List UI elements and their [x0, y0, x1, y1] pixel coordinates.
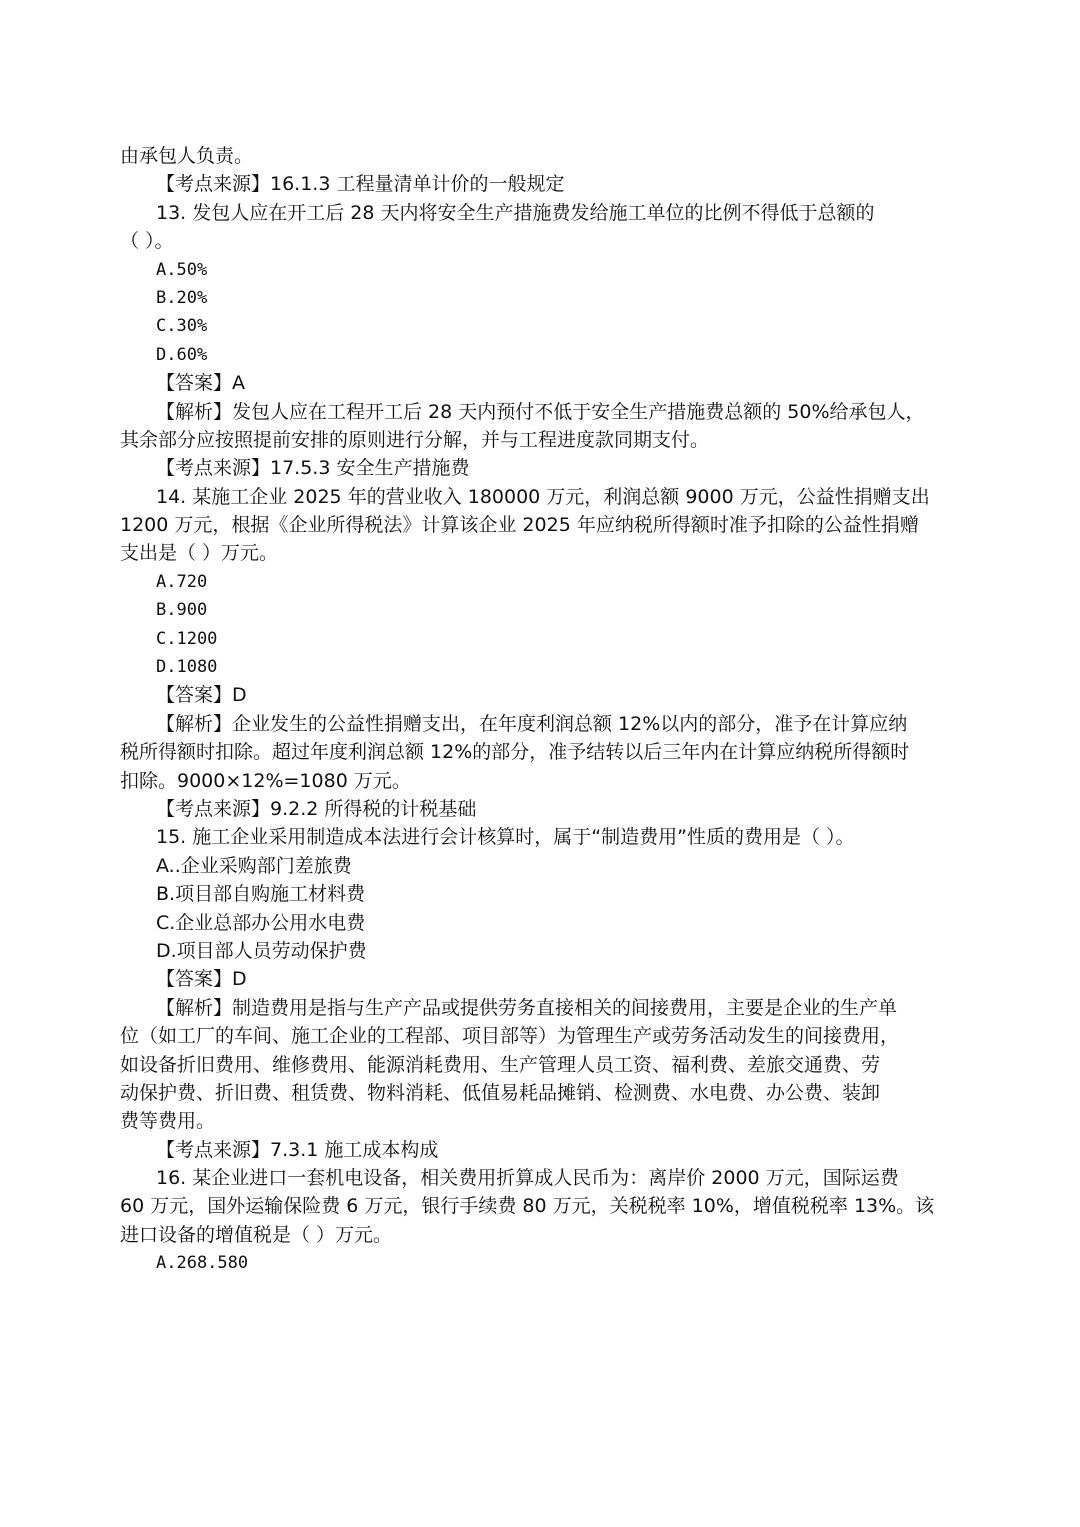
text-line: 由承包人负责。 [120, 145, 254, 167]
option-line: B.900 [156, 600, 208, 621]
document-body [120, 142, 1000, 1278]
text-line: （ ）。 [120, 230, 174, 253]
question-15: 15. 施工企业采用制造成本法进行会计核算时，属于“制造费用”性质的费用是（ ）。 [156, 826, 855, 849]
text-line: 其余部分应按照提前安排的原则进行分解，并与工程进度款同期支付。 [120, 428, 710, 451]
answer-line: 【答案】D [156, 968, 247, 991]
question-13: 13. 发包人应在开工后 28 天内将安全生产措施费发给施工单位的比例不得低于总额的 [156, 201, 875, 224]
analysis-line: 【解析】企业发生的公益性捐赠支出，在年度利润总额 12%以内的部分，准予在计算应纳 [156, 712, 908, 735]
answer-line: 【答案】D [156, 684, 247, 707]
source-line: 【考点来源】7.3.1 施工成本构成 [156, 1138, 439, 1161]
option-line: A..企业采购部门差旅费 [156, 854, 352, 877]
option-line: C.1200 [156, 628, 218, 649]
source-line: 【考点来源】16.1.3 工程量清单计价的一般规定 [156, 173, 565, 196]
option-line: C.企业总部办公用水电费 [156, 911, 366, 934]
option-line: C.30% [156, 316, 208, 337]
text-line: 60 万元，国外运输保险费 6 万元，银行手续费 80 万元，关税税率 10%，增值税税率 13%。该 [120, 1195, 935, 1218]
option-line: D.1080 [156, 657, 218, 678]
option-line: A.720 [156, 571, 208, 592]
text-line: 税所得额时扣除。超过年度利润总额 12%的部分，准予结转以后三年内在计算应纳税所得额时 [120, 741, 910, 764]
text-line: 费等费用。 [120, 1110, 216, 1133]
source-line: 【考点来源】17.5.3 安全生产措施费 [156, 457, 470, 480]
option-line: A.50% [156, 259, 208, 280]
text-line: 1200 万元，根据《企业所得税法》计算该企业 2025 年应纳税所得额时准予扣除的公益性捐赠 [120, 514, 919, 537]
option-line: A.268.580 [156, 1253, 249, 1274]
text-line: 进口设备的增值税是（ ）万元。 [120, 1223, 393, 1246]
text-line: 如设备折旧费用、维修费用、能源消耗费用、生产管理人员工资、福利费、差旅交通费、劳 [120, 1053, 881, 1076]
analysis-line: 【解析】制造费用是指与生产产品或提供劳务直接相关的间接费用，主要是企业的生产单 [156, 996, 898, 1019]
option-line: D.项目部人员劳动保护费 [156, 939, 367, 962]
question-16: 16. 某企业进口一套机电设备，相关费用折算成人民币为：离岸价 2000 万元，国际运费 [156, 1167, 899, 1190]
answer-line: 【答案】A [156, 372, 245, 395]
question-14: 14. 某施工企业 2025 年的营业收入 180000 万元，利润总额 9000 万元，公益性捐赠支出 [156, 485, 930, 508]
analysis-line: 【解析】发包人应在工程开工后 28 天内预付不低于安全生产措施费总额的 50%给承包人， [156, 400, 925, 423]
option-line: B.项目部自购施工材料费 [156, 883, 366, 906]
text-line: 扣除。9000×12%=1080 万元。 [120, 769, 411, 792]
source-line: 【考点来源】9.2.2 所得税的计税基础 [156, 797, 477, 820]
text-line: 动保护费、折旧费、租赁费、物料消耗、低值易耗品摊销、检测费、水电费、办公费、装卸 [120, 1081, 881, 1104]
option-line: B.20% [156, 287, 208, 308]
option-line: D.60% [156, 344, 208, 365]
text-line: 位（如工厂的车间、施工企业的工程部、项目部等）为管理生产或劳务活动发生的间接费用， [120, 1025, 900, 1048]
text-line: 支出是（ ）万元。 [120, 542, 279, 565]
